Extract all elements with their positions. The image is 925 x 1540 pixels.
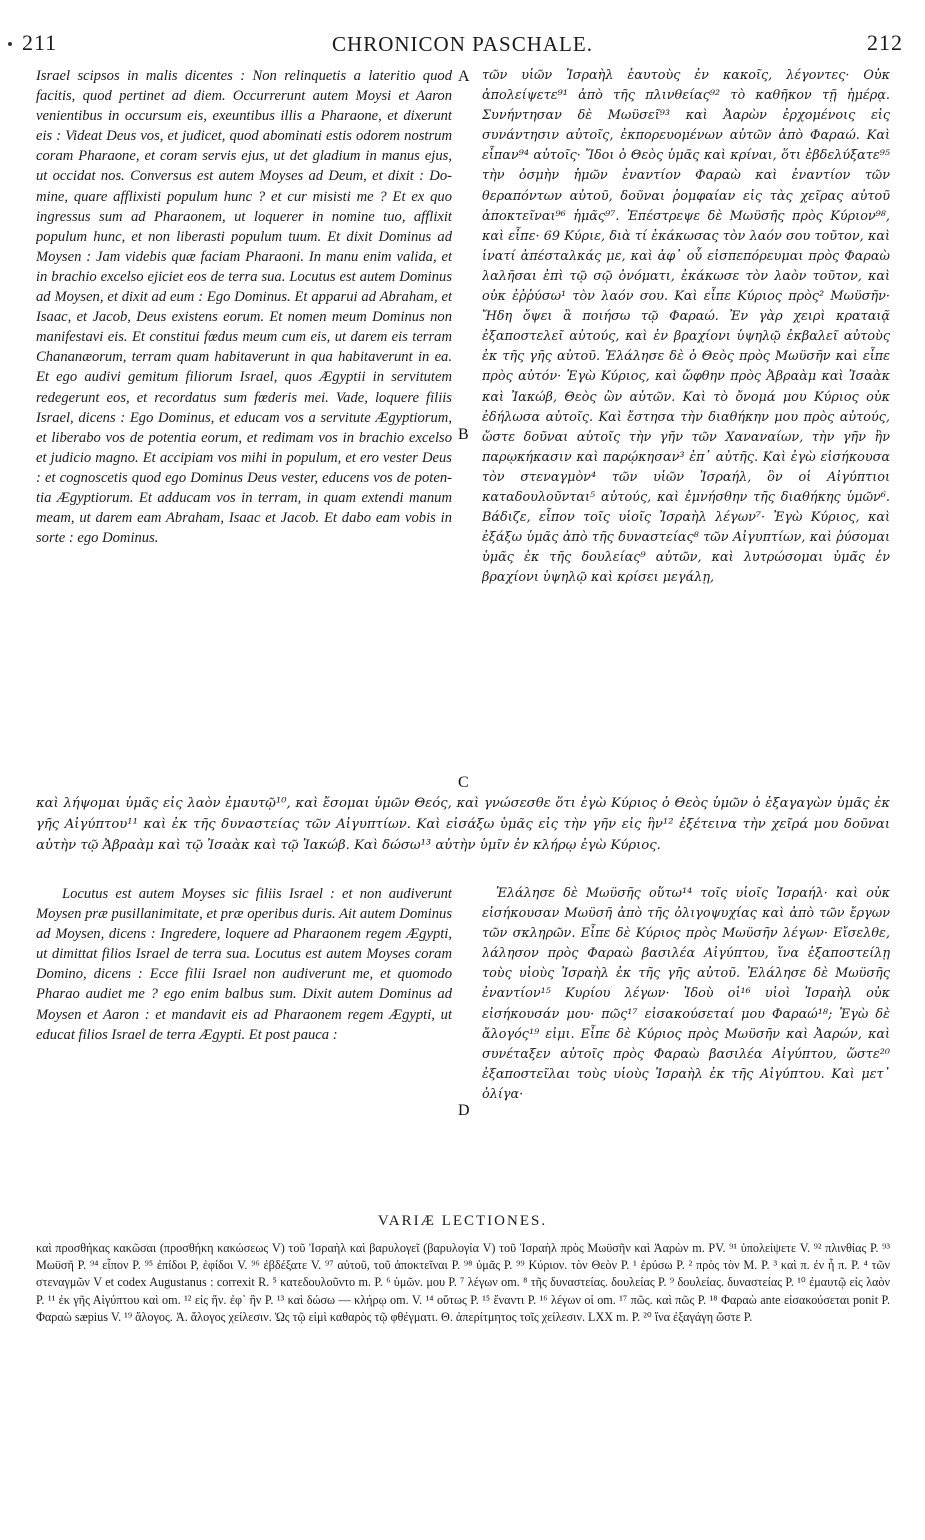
margin-marker-b: B [458, 426, 469, 443]
variae-lectiones-title: VARIÆ LECTIONES. [377, 1213, 548, 1229]
greek-full-width-paragraph: καὶ λήψομαι ὑμᾶς εἰς λαὸν ἐμαυτῷ¹⁰, καὶ ἔσομαι ὑμῶν Θεός, καὶ γνώσεσθε ὅτι ἐγὼ Κύριος ὁ Θεὸς ὑμῶν ὁ ἐξαγαγὼν ὑμᾶς ἐκ γῆς Αἰγύπτου¹¹ καὶ ἐκ τῆς δυναστείας τῶν Αἰγυπτίων. Καὶ εἰσάξω ὑμᾶς εἰς τὴν γῆν εἰς ἣν¹² ἐξέτεινα τὴν χεῖρά μου δοῦναι αὐτὴν τῷ Ἀβραὰμ καὶ τῷ Ἰσαὰκ καὶ τῷ Ἰακώβ. Καὶ δώσω¹³ αὐτὴν ὑμῖν ἐν κλήρῳ ἐγὼ Κύριος. [36, 796, 890, 853]
margin-marker-c: C [458, 774, 469, 791]
page-header [0, 30, 925, 60]
margin-marker-d: D [458, 1102, 470, 1119]
variae-lectiones-notes: καὶ προσθήκας κακῶσαι (προσθήκη κακώσεως V) τοῦ Ἰσραὴλ καὶ βαρυλογεῖ (βαρυλογία V) τοῦ Ἰσραὴλ πρὸς Μωϋσῆν καὶ Ἀαρὼν m. PV. ⁹¹ ὑπολείψετε V. ⁹² πλινθίας P. ⁹³ Μωϋσῆ P. ⁹⁴ εἶπον P. ⁹⁵ ἐπίδοι P, ἐφίδοι V. ⁹⁶ ἐβδέξατε V. ⁹⁷ αὐτοῦ, τοῦ ἀποκτεῖναι P. ⁹⁸ ὑμᾶς P. ⁹⁹ Κύριον. τὸν Θεὸν P. ¹ ἐρύσω P. ² πρὸς τὸν M. P. ³ καὶ π. ἐν ἧ π. P. ⁴ τῶν στεναγμῶν V et codex Augustanus : correxit R. ⁵ κατεδουλοῦντο m. P. ⁶ ὑμῶν. μου P. ⁷ λέγων om. ⁸ τῆς δυναστείας. δουλείας P. ⁹ δουλείας. δυναστείας P. ¹⁰ ἐμαυτῷ εἰς λαὸν P. ¹¹ ἐκ γῆς Αἰγύπτου καὶ om. ¹² εἰς ἥν. ἐφ᾽ ἣν P. ¹³ καὶ δώσω — κλήρῳ om. V. ¹⁴ οὕτως P. ¹⁵ ἔναντι P. ¹⁶ λέγων οἱ om. ¹⁷ πῶς. καὶ πῶς P. ¹⁸ Φαραὼ ante εἰσακούσεται ponit P. Φαραὼ sæpius V. ¹⁹ ἄλογος. Ἀ. ἄλογος χείλεσιν. Ὡς τῷ εἰμὶ καθαρὸς τῷ φθέγματι. Θ. ἀπερίτμητος τοῖς χείλεσιν. LXX m. P. ²⁰ ἵνα ἐξαγάγη ὥστε P. [36, 1241, 890, 1324]
margin-marker-a: A [458, 68, 470, 85]
latin-column-1: Israel scipsos in malis dicentes : Non relinquetis a lateritio quod facitis, quod pertinet ad diem. Occurrerunt autem Moysi et Aaron venientibus in occursum eis, exeuntibus illis a Pharaone, et dixerunt eis : Videat Deus vos, et judicet, quod abominati estis odorem nostrum coram Pharaone, et coram servis ejus, ut det gladium in manus ejus, ut occidat nos. Conversus est autem Moyses ad Deum, et dixit : Domine, quare afflixisti populum hunc ? et cur misisti me ? Et ex quo ingressus sum ad Pharaonem, ut loquerer in nomine tuo, afflixit populum hunc, et non liberasti populum tuum. Et dixit Dominus ad Moysen : Jam videbis quæ faciam Pharaoni. In manu enim valida, et in brachio excelso ejiciet eos de terra sua. Locutus est autem Dominus ad Moysen, et dixit ad eum : Ego Dominus. Et apparui ad Abraham, et Isaac, et Jacob, Deus existens eorum. Et nomen meum Dominus non manifestavi eis. Et constitui fœdus meum cum eis, ut darem eis terram Chananæorum, terram quam habitaverunt in qua habitaverunt in ea. Et ego audivi gemitum filiorum Israel, quos Ægyptii in servitutem redegerunt eos, et recordatus sum fœderis mei. Vade, loquere filiis Israel, dicens : Ego Dominus, et educam vos a servitute Ægyptiorum, et liberabo vos de potentia eorum, et redimam vos in brachio excelso et judicio magno. Et accipiam vos mihi in populum, et ero vester Deus : et cognoscetis quod ego Dominus Deus vester, educens vos de potentia Ægyptiorum. Et adducam vos in terram, in quam extendi manum meam, ut darem eam Abraham, Isaac et Jacob. Et dabo eam vobis in sorte : ego Dominus. [36, 68, 452, 547]
greek-column-1: τῶν υἱῶν Ἰσραὴλ ἑαυτοὺς ἐν κακοῖς, λέγοντες· Οὐκ ἀπολείψετε⁹¹ ἀπὸ τῆς πλινθείας⁹² τὸ καθῆκον τῇ ἡμέρᾳ. Συνήντησαν δὲ Μωϋσεῖ⁹³ καὶ Ἀαρὼν ἐρχομένοις εἰς συνάντησιν αὐτοῖς, ἐκπορευομένων αὐτῶν ἀπὸ Φαραώ. Καὶ εἶπαν⁹⁴ αὐτοῖς· Ἴδοι ὁ Θεὸς ὑμᾶς καὶ κρίναι, ὅτι ἐβδελύξατε⁹⁵ τὴν ὀσμὴν ἡμῶν ἐναντίον Φαραὼ καὶ ἐναντίον τῶν θεραπόντων αὐτοῦ, δοῦναι ῥομφαίαν εἰς τὰς χεῖρας αὐτοῦ ἀποκτεῖναι⁹⁶ ἡμᾶς⁹⁷. Ἐπέστρεψε δὲ Μωϋσῆς πρὸς Κύριον⁹⁸, καὶ εἶπε· 69 Κύριε, διὰ τί ἐκάκωσας τὸν λαόν σου τοῦτον, καὶ ἱνατί ἀπέσταλκάς με, καὶ ἀφ᾽ οὗ εἰσπεπόρευμαι πρὸς Φαραὼ λαλῆσαι ἐπὶ τῷ σῷ ὀνόματι, ἐκάκωσε τὸν λαὸν τοῦτον, καὶ οὐκ ἐῤῥύσω¹ τὸν λαόν σου. Καὶ εἶπε Κύριος πρὸς² Μωϋσῆν· Ἤδη ὄψει ἃ ποιήσω τῷ Φαραώ. Ἐν γὰρ χειρὶ κραταιᾷ ἐξαποστελεῖ αὐτούς, καὶ ἐν βραχίονι ὑψηλῷ ἐκβαλεῖ αὐτοὺς ἐκ τῆς γῆς αὐτοῦ. Ἐλάλησε δὲ ὁ Θεὸς πρὸς Μωϋσῆν καὶ εἶπε πρὸς αὐτόν· Ἐγὼ Κύριος, καὶ ὤφθην πρὸς Ἀβραὰμ καὶ Ἰσαὰκ καὶ Ἰακώβ, Θεὸς ὢν αὐτῶν. Καὶ τὸ ὄνομά μου Κύριος οὐκ ἐδήλωσα αὐτοῖς. Καὶ ἔστησα τὴν διαθήκην μου πρὸς αὐτούς, ὥστε δοῦναι αὐτοῖς τὴν γῆν τῶν Χαναναίων, τὴν γῆν ἣν παρῳκήκασιν καὶ παρῴκησαν³ ἐπ᾽ αὐτῆς. Καὶ ἐγὼ εἰσήκουσα τὸν στεναγμὸν⁴ τῶν υἱῶν Ἰσραήλ, ὃν οἱ Αἰγύπτιοι καταδουλοῦνται⁵ αὐτούς, καὶ ἐμνήσθην τῆς διαθήκης ὑμῶν⁶. Βάδιζε, εἶπον τοῖς υἱοῖς Ἰσραὴλ λέγων⁷· Ἐγὼ Κύριος, καὶ ἐξάξω ὑμᾶς ἀπὸ τῆς δυναστείας⁸ τῶν Αἰγυπτίων, καὶ ῥύσομαι ὑμᾶς ἐκ τῆς δουλείας⁹ αὐτῶν, καὶ λυτρώσομαι ὑμᾶς ἐν βραχίονι ὑψηλῷ καὶ κρίσει μεγάλῃ, [482, 68, 890, 586]
running-title: CHRONICON PASCHALE. [332, 32, 593, 56]
right-page-number: 212 [867, 30, 903, 55]
greek-column-2: Ἐλάλησε δὲ Μωϋσῆς οὕτω¹⁴ τοῖς υἱοῖς Ἰσραήλ· καὶ οὐκ εἰσήκουσαν Μωϋσῆ ἀπὸ τῆς ὀλιγοψυχίας καὶ ἀπὸ τῶν ἔργων τῶν σκληρῶν. Εἶπε δὲ Κύριος πρὸς Μωϋσῆν λέγων· Εἴσελθε, λάλησον πρὸς Φαραὼ βασιλέα Αἰγύπτου, ἵνα ἐξαποστείλῃ τοὺς υἱοὺς Ἰσραὴλ ἐκ τῆς γῆς αὐτοῦ. Ἐλάλησε δὲ Μωϋσῆς ἐναντίον¹⁵ Κυρίου λέγων· Ἰδοὺ οἱ¹⁶ υἱοὶ Ἰσραὴλ οὐκ εἰσήκουσάν μου· πῶς¹⁷ εἰσακούσεταί μου Φαραώ¹⁸; Ἐγὼ δὲ ἄλογός¹⁹ εἰμι. Εἶπε δὲ Κύριος πρὸς Μωϋσῆν καὶ Ἀαρών, καὶ συνέταξεν αὐτοῖς πρὸς Φαραὼ βασιλέα Αἰγύπτου, ὥστε²⁰ ἐξαποστεῖλαι τοὺς υἱοὺς Ἰσραὴλ ἐκ τῆς Αἰγύπτου. Καὶ μετ᾽ ὀλίγα· [482, 886, 890, 1102]
latin-column-2: Locutus est autem Moyses sic filiis Israel : et non audiverunt Moysen præ pusillanimitate, et præ operibus duris. Ait autem Dominus ad Moysen, dicens : Ingredere, loquere ad Pharaonem regem Ægypti, ut dimittat filios Israel de terra sua. Locutus est autem Moyses coram Domino, dicens : Ecce filii Israel non audiverunt me, et quomodo Pharao audiet me ? ego enim balbus sum. Dixit autem Dominus ad Moysen et Aaron : et mandavit eis ad Pharaonem regem Ægypti, ut educat filios Israel de terra Ægypti. Et post pauca : [36, 886, 452, 1043]
left-page-number: 211 [22, 30, 58, 55]
